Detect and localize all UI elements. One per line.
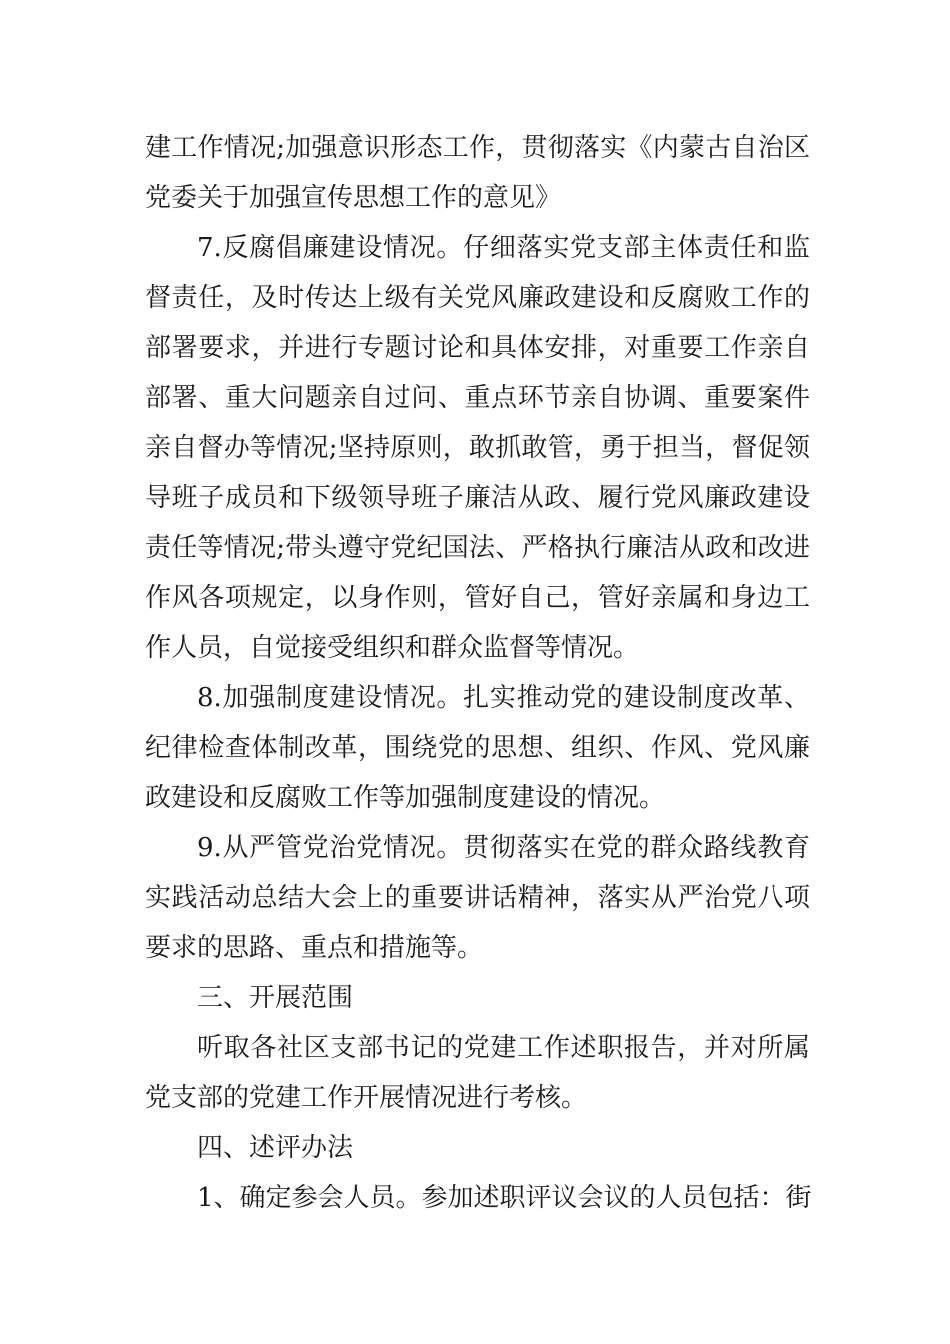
text-line: 7.反腐倡廉建设情况。仔细落实党支部主体责任和监 — [197, 233, 810, 263]
text-line: 作人员，自觉接受组织和群众监督等情况。 — [145, 633, 640, 663]
text-line: 听取各社区支部书记的党建工作述职报告，并对所属 — [197, 1033, 810, 1063]
text-line: 四、述评办法 — [197, 1133, 354, 1163]
text-line: 8.加强制度建设情况。扎实推动党的建设制度改革、 — [197, 683, 810, 713]
text-line: 部署、重大问题亲自过问、重点环节亲自协调、重要案件 — [145, 383, 810, 413]
text-line: 督责任，及时传达上级有关党风廉政建设和反腐败工作的 — [145, 283, 810, 313]
text-line: 纪律检查体制改革，围绕党的思想、组织、作风、党风廉 — [145, 733, 810, 763]
text-line: 党委关于加强宣传思想工作的意见》 — [145, 183, 562, 213]
text-line: 导班子成员和下级领导班子廉洁从政、履行党风廉政建设 — [145, 483, 810, 513]
text-line: 9.从严管党治党情况。贯彻落实在党的群众路线教育 — [197, 833, 810, 863]
text-line: 作风各项规定，以身作则，管好自己，管好亲属和身边工 — [145, 583, 810, 613]
text-line: 实践活动总结大会上的重要讲话精神，落实从严治党八项 — [145, 883, 810, 913]
text-line: 责任等情况;带头遵守党纪国法、严格执行廉洁从政和改进 — [145, 533, 810, 563]
text-line: 三、开展范围 — [197, 983, 354, 1013]
text-line: 1、确定参会人员。参加述职评议会议的人员包括：街 — [197, 1183, 812, 1213]
text-line: 要求的思路、重点和措施等。 — [145, 933, 484, 963]
text-line: 亲自督办等情况;坚持原则，敢抓敢管，勇于担当，督促领 — [145, 433, 810, 463]
text-line: 党支部的党建工作开展情况进行考核。 — [145, 1083, 588, 1113]
text-line: 部署要求，并进行专题讨论和具体安排，对重要工作亲自 — [145, 333, 810, 363]
text-line: 建工作情况;加强意识形态工作，贯彻落实《内蒙古自治区 — [145, 133, 810, 163]
document-body — [145, 123, 810, 1223]
text-line: 政建设和反腐败工作等加强制度建设的情况。 — [145, 783, 666, 813]
